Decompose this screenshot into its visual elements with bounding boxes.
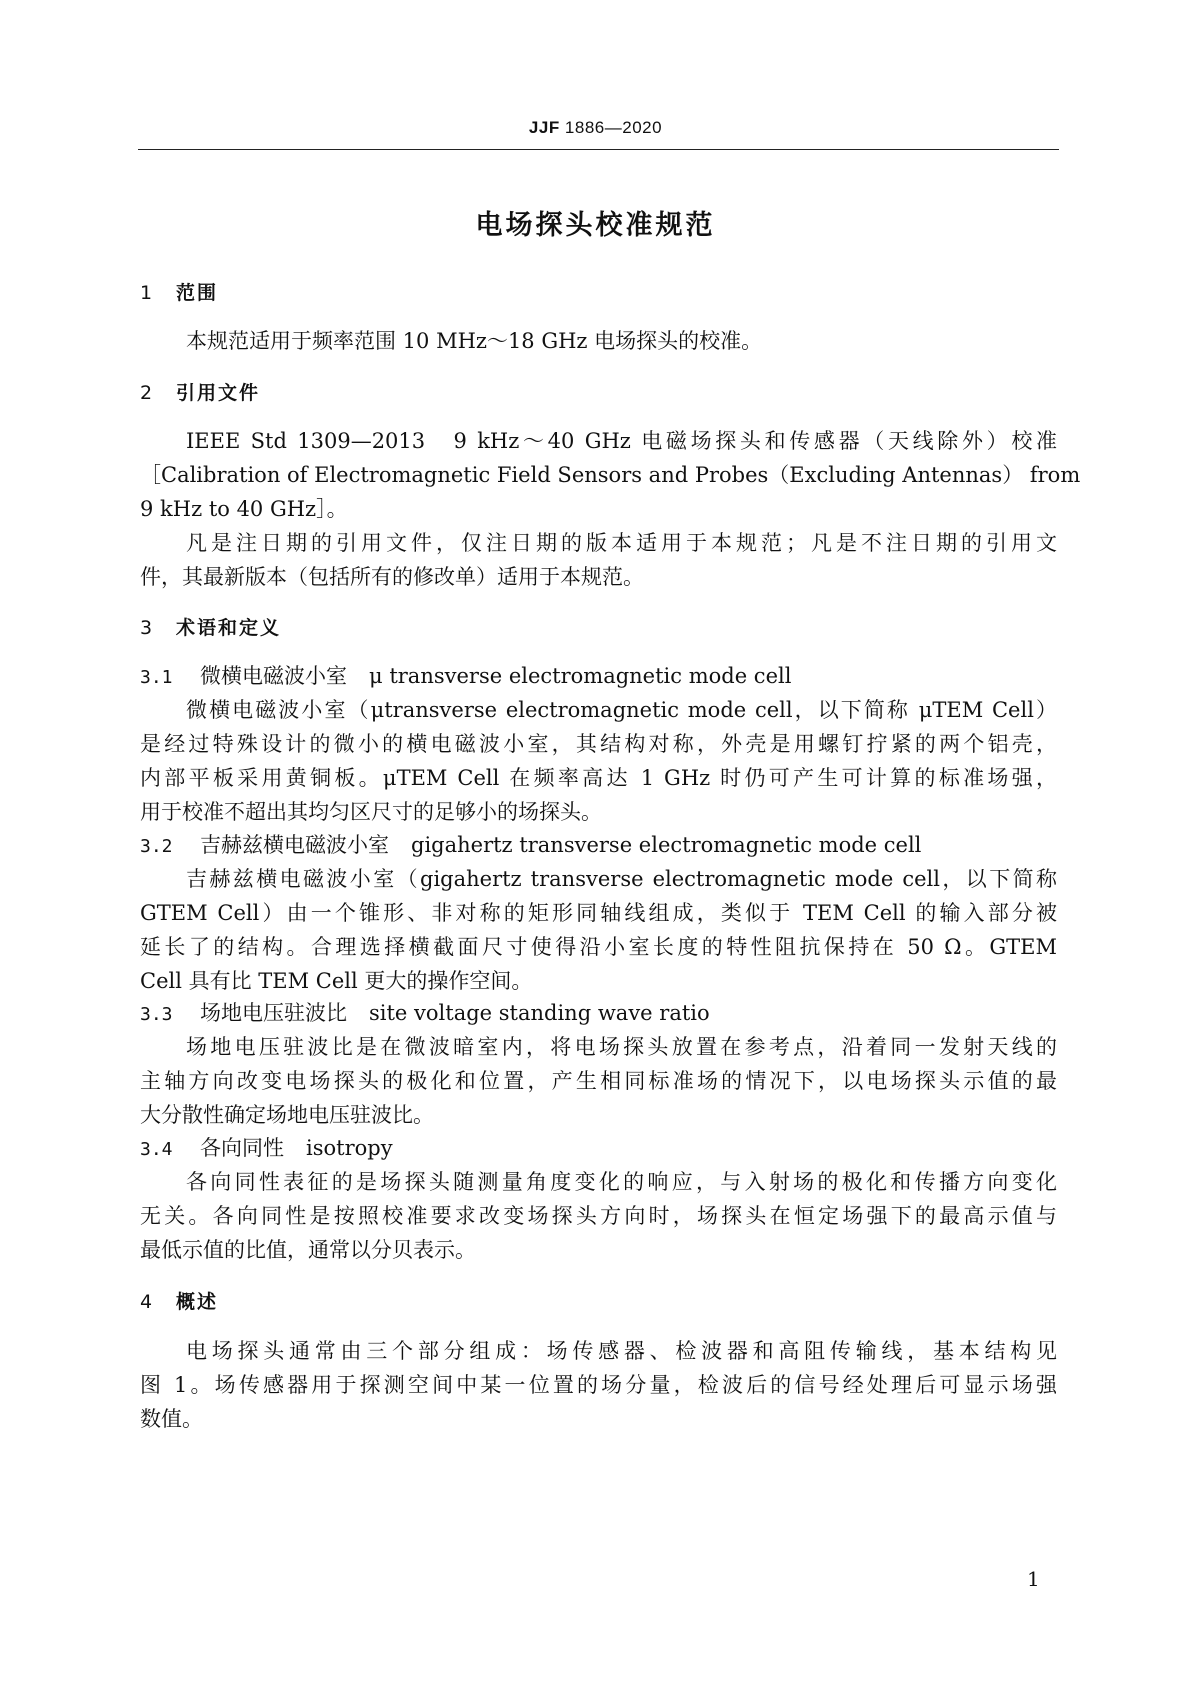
section-title: 概述: [176, 1291, 219, 1313]
definition-line: 微横电磁波小室（μtransverse electromagnetic mode cell，以下简称 μTEM Cell）: [186, 698, 1057, 722]
section-number: 3: [140, 617, 155, 639]
section-1-heading: [140, 278, 218, 305]
term-chinese: 微横电磁波小室: [200, 664, 347, 688]
definition-line: 主轴方向改变电场探头的极化和位置，产生相同标准场的情况下，以电场探头示值的最: [140, 1069, 1057, 1093]
section-1-paragraph: 本规范适用于频率范围 10 MHz～18 GHz 电场探头的校准。: [186, 329, 763, 353]
section-number: 1: [140, 282, 155, 304]
definition-line: 用于校准不超出其均匀区尺寸的足够小的场探头。: [140, 800, 602, 824]
reference-line: ［Calibration of Electromagnetic Field Sensors and Probes（Excluding Antennas） from: [140, 463, 1081, 487]
term-english: μ transverse electromagnetic mode cell: [369, 664, 792, 688]
section-4-heading: [140, 1287, 218, 1314]
definition-line: 内部平板采用黄铜板。μTEM Cell 在频率高达 1 GHz 时仍可产生可计算的标准场强，: [140, 766, 1057, 790]
definition-line: 延长了的结构。合理选择横截面尺寸使得沿小室长度的特性阻抗保持在 50 Ω。GTEM: [140, 935, 1057, 959]
section-2-heading: [140, 378, 260, 405]
paragraph-line: 图 1。场传感器用于探测空间中某一位置的场分量，检波后的信号经处理后可显示场强: [140, 1373, 1057, 1397]
section-title: 术语和定义: [176, 617, 282, 639]
term-number: 3.3: [140, 1004, 173, 1025]
page-number: 1: [1027, 1567, 1040, 1591]
paragraph-line: 件，其最新版本（包括所有的修改单）适用于本规范。: [140, 565, 644, 589]
term-english: gigahertz transverse electromagnetic mode cell: [411, 833, 922, 857]
standard-code: [0, 118, 1191, 138]
reference-line: IEEE Std 1309—2013 9 kHz～40 GHz 电磁场探头和传感器（天线除外）校准: [186, 429, 1057, 453]
term-number: 3.2: [140, 836, 173, 857]
header-divider: [138, 149, 1059, 150]
section-3-heading: [140, 613, 281, 640]
definition-line: Cell 具有比 TEM Cell 更大的操作空间。: [140, 969, 533, 993]
section-title: 范围: [176, 282, 219, 304]
section-number: 4: [140, 1291, 155, 1313]
term-chinese: 各向同性: [200, 1136, 284, 1160]
section-title: 引用文件: [176, 382, 261, 404]
term-3-2-heading: [140, 831, 921, 861]
paragraph-line: 电场探头通常由三个部分组成：场传感器、检波器和高阻传输线，基本结构见: [186, 1339, 1057, 1363]
definition-line: 无关。各向同性是按照校准要求改变场探头方向时，场探头在恒定场强下的最高示值与: [140, 1204, 1057, 1228]
term-3-1-heading: [140, 662, 791, 692]
definition-line: 场地电压驻波比是在微波暗室内，将电场探头放置在参考点，沿着同一发射天线的: [186, 1035, 1057, 1059]
term-english: site voltage standing wave ratio: [369, 1001, 710, 1025]
section-number: 2: [140, 382, 155, 404]
paragraph-line: 凡是注日期的引用文件，仅注日期的版本适用于本规范；凡是不注日期的引用文: [186, 531, 1057, 555]
term-number: 3.4: [140, 1139, 173, 1160]
definition-line: 吉赫兹横电磁波小室（gigahertz transverse electromagnetic mode cell，以下简称: [186, 867, 1057, 891]
term-chinese: 场地电压驻波比: [200, 1001, 347, 1025]
definition-line: 最低示值的比值，通常以分贝表示。: [140, 1238, 476, 1262]
reference-line: 9 kHz to 40 GHz］。: [140, 497, 348, 521]
standard-code-number: 1886—2020: [559, 118, 663, 137]
definition-line: 大分散性确定场地电压驻波比。: [140, 1103, 434, 1127]
document-title: 电场探头校准规范: [475, 210, 716, 241]
standard-code-prefix: JJF: [528, 118, 560, 137]
definition-line: 各向同性表征的是场探头随测量角度变化的响应，与入射场的极化和传播方向变化: [186, 1170, 1057, 1194]
definition-line: 是经过特殊设计的微小的横电磁波小室，其结构对称，外壳是用螺钉拧紧的两个铝壳，: [140, 732, 1057, 756]
term-chinese: 吉赫兹横电磁波小室: [200, 833, 389, 857]
term-3-4-heading: [140, 1134, 393, 1164]
term-english: isotropy: [306, 1136, 393, 1160]
paragraph-line: 数值。: [140, 1407, 203, 1431]
term-number: 3.1: [140, 667, 173, 688]
definition-line: GTEM Cell）由一个锥形、非对称的矩形同轴线组成，类似于 TEM Cell 的输入部分被: [140, 901, 1057, 925]
term-3-3-heading: [140, 999, 710, 1029]
